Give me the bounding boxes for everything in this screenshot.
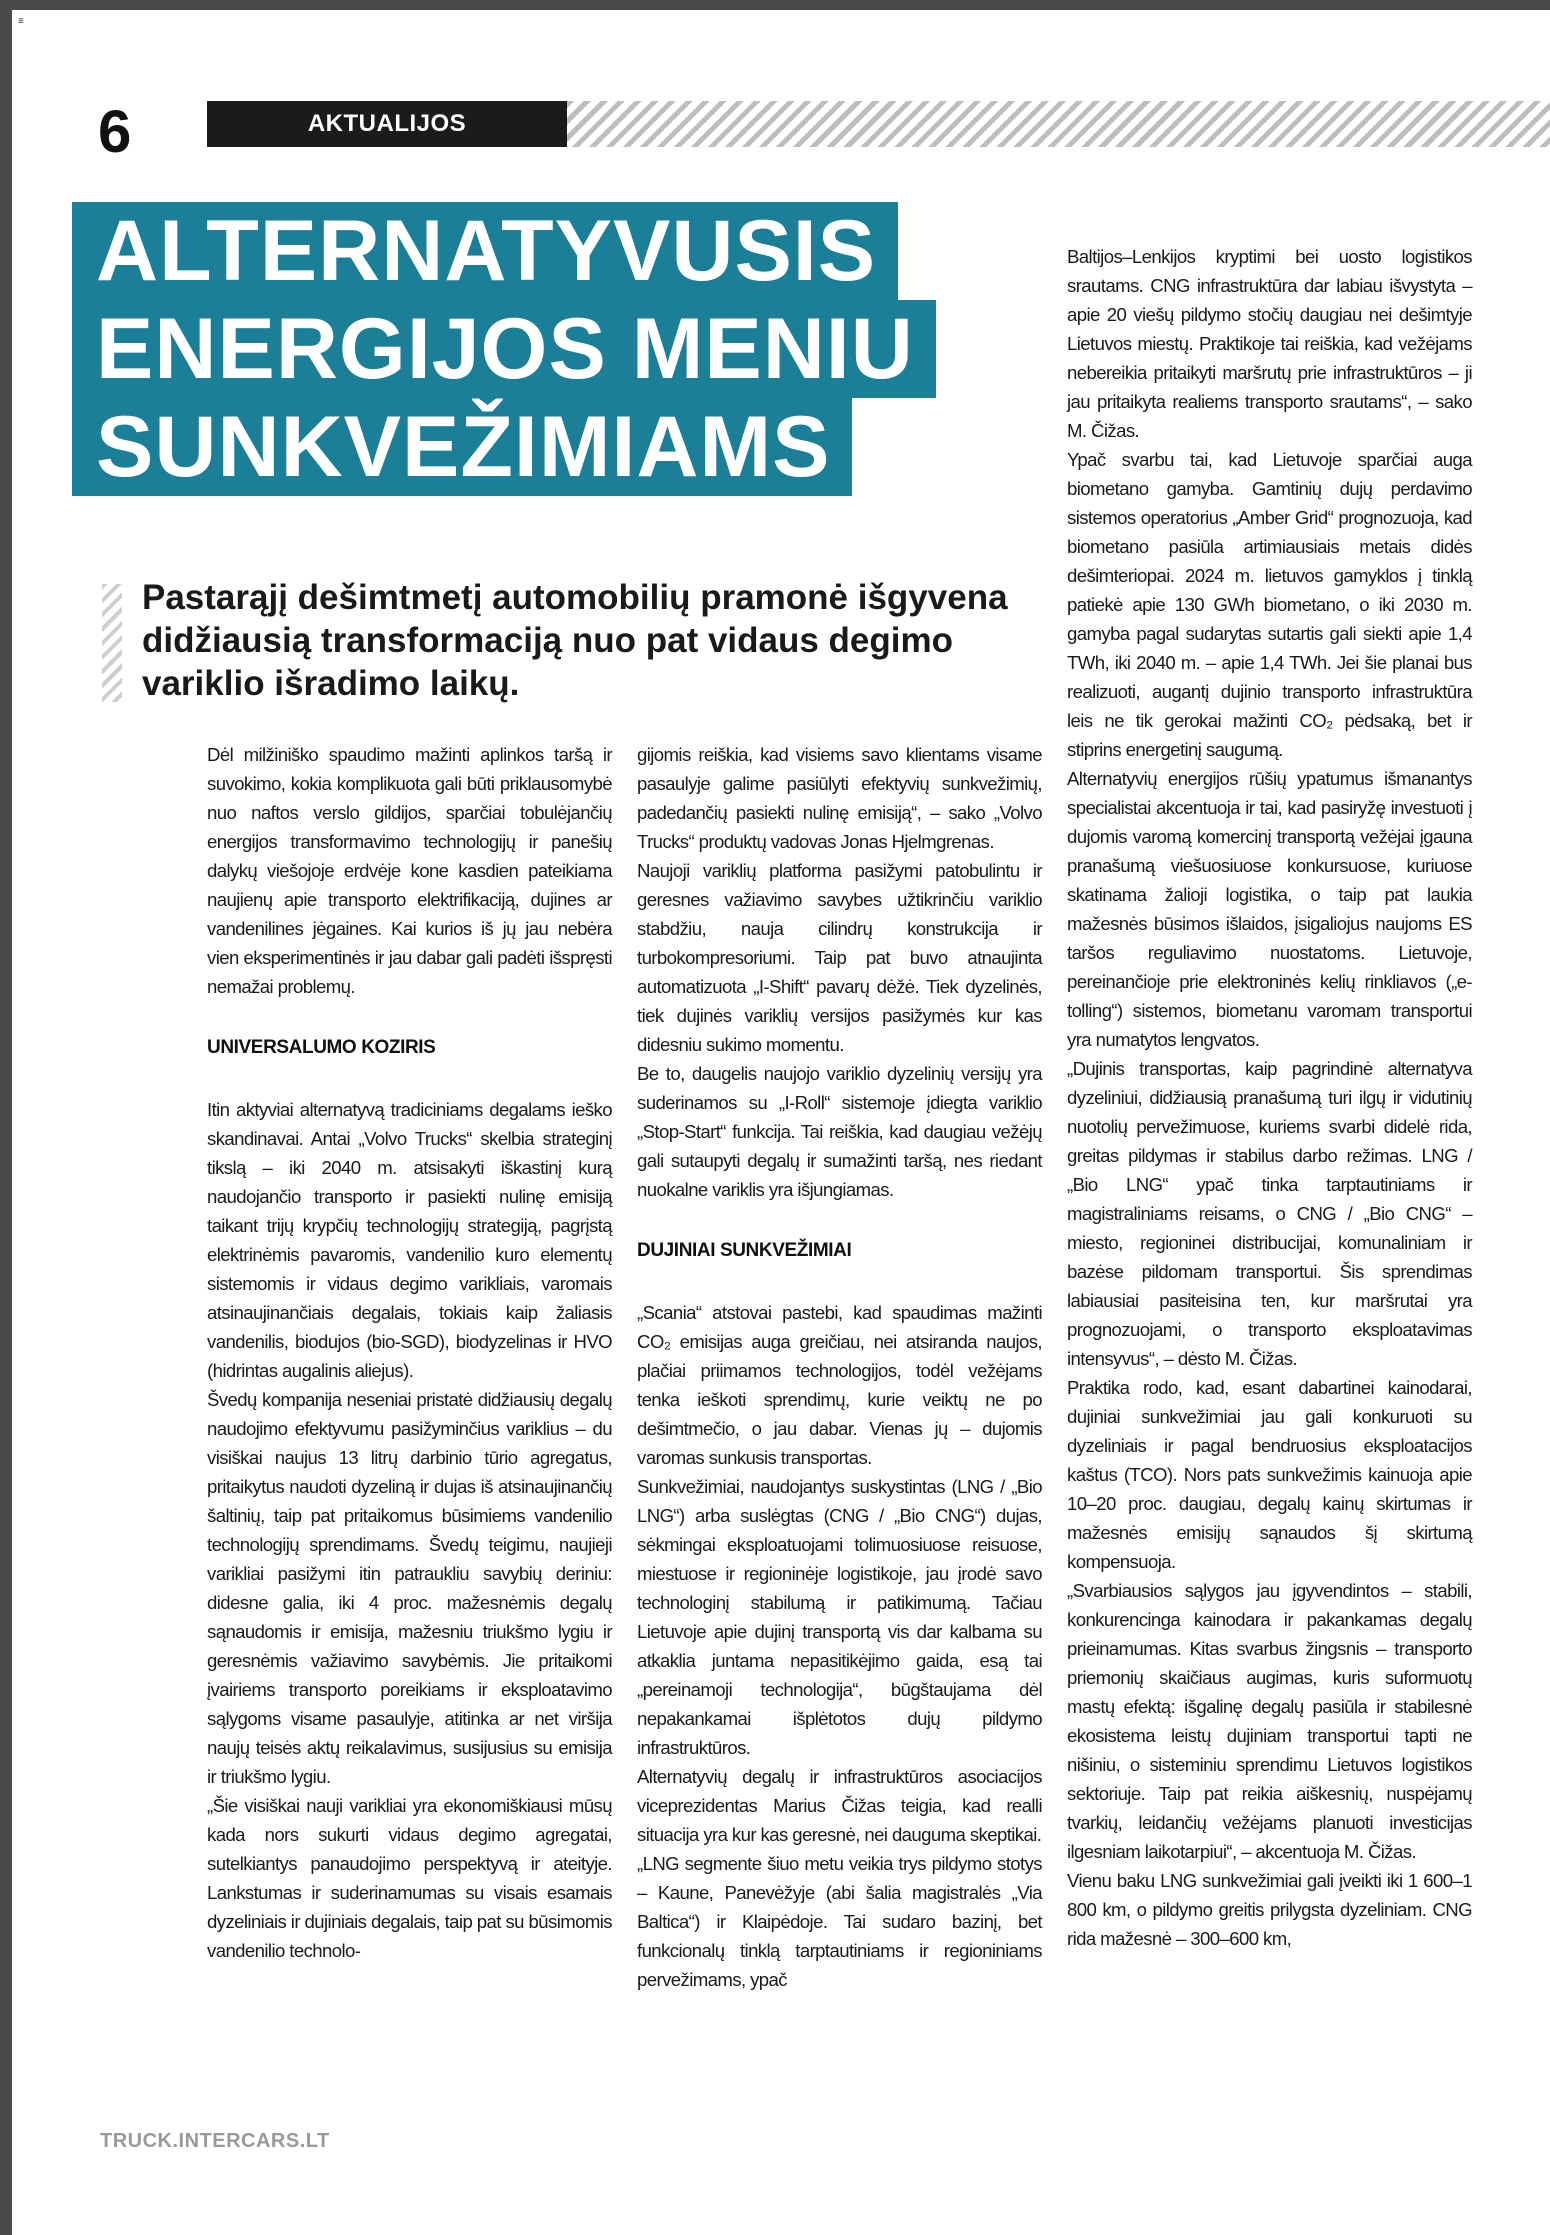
paragraph: Sunkvežimiai, naudojantys suskystintas (LNG / „Bio LNG“) arba suslėgtas (CNG / „Bio CNG“) dujas, sėkmingai eksploatuojami tolimuosiuose reisuose, miestuose ir regioninėje logistikoje, jau įrodė savo technologinį stabilumą ir patikimumą. Tačiau Lietuvoje apie dujinį transportą vis dar kalbama su atkaklia juntama nepasitikėjimo gaida, esą tai „pereinamoji technologija“, būgštaujama dėl nepakankamai išplėtotos dujų pildymo infrastruktūros.	[637, 1476, 1042, 1758]
hatch-decoration	[567, 101, 1550, 147]
magazine-page	[12, 10, 1550, 2235]
section-label: AKTUALIJOS	[207, 101, 567, 147]
paragraph: Dėl milžiniško spaudimo mažinti aplinkos taršą ir suvokimo, kokia komplikuota gali būti priklausomybė nuo naftos verslo gildijos, sparčiai tobulėjančių energijos transformavimo technologijų ir panešių dalykų viešojoje erdvėje kone kasdien pateikiama naujienų apie transporto elektrifikaciją, dujines ar vandenilines jėgaines. Kai kurios iš jų jau nebėra vien eksperimentinės ir jau dabar gali padėti išspręsti nemažai problemų.	[207, 744, 612, 997]
paragraph: „Dujinis transportas, kaip pagrindinė alternatyva dyzeliniui, didžiausią pranašumą turi ilgų ir vidutinių nuotolių pervežimuose, kuriems svarbi didelė rida, greitas pildymas ir stabilus darbo režimas. LNG / „Bio LNG“ ypač tinka tarptautiniams ir magistraliniams reisams, o CNG / „Bio CNG“ – miesto, regioninei distribucijai, komunaliniam ir bazėse pildomam transportui. Šis sprendimas labiausiai pasiteisina ten, kur maršrutai yra prognozuojami, o transporto eksploatavimas intensyvus“, – dėsto M. Čižas.	[1067, 1058, 1472, 1369]
title-line: ALTERNATYVUSIS	[72, 202, 898, 300]
paragraph: Be to, daugelis naujojo variklio dyzelinių versijų yra suderinamos su „I-Roll“ sistemoje įdiegta variklio „Stop-Start“ funkcija. Tai reiškia, kad daugiau vežėjų gali sutaupyti degalų ir sumažinti taršą, nes riedant nuokalne variklis yra išjungiamas.	[637, 1063, 1042, 1200]
article-column-1	[207, 740, 612, 1965]
subheading: UNIVERSALUMO KOZIRIS	[207, 1037, 436, 1058]
paragraph: Ypač svarbu tai, kad Lietuvoje sparčiai auga biometano gamyba. Gamtinių dujų perdavimo sistemos operatorius „Amber Grid“ prognozuoja, kad biometano pasiūla artimiausiais metais didės dešimteriopai. 2024 m. lietuvos gamyklos į tinklą patiekė apie 130 GWh biometano, o iki 2030 m. gamyba pagal sudarytas sutartis gali siekti apie 1,4 TWh, iki 2040 m. – apie 1,4 TWh. Jei šie planai bus realizuoti, augantį dujinio transporto infrastruktūra leis ne tik gerokai mažinti CO₂ pėdsaką, bet ir stiprins energetinį saugumą.	[1067, 449, 1472, 760]
paragraph: Alternatyvių degalų ir infrastruktūros asociacijos viceprezidentas Marius Čižas teigia, kad realli situacija yra kur kas geresnė, nei dauguma skeptikai.	[637, 1766, 1042, 1845]
paragraph: Vienu baku LNG sunkvežimiai gali įveikti iki 1 600–1 800 km, o pildymo greitis prilygsta dyzeliniam. CNG rida mažesnė – 300–600 km,	[1067, 1870, 1472, 1949]
page-number: 6	[98, 98, 132, 165]
paragraph: gijomis reiškia, kad visiems savo klientams visame pasaulyje galime pasiūlyti efektyvių sunkvežimių, padedančių pasiekti nulinę emisiją“, – sako „Volvo Trucks“ produktų vadovas Jonas Hjelmgrenas.	[637, 744, 1042, 852]
paragraph: „Šie visiškai nauji varikliai yra ekonomiškiausi mūsų kada nors sukurti vidaus degimo agregatai, sutelkiantys panaudojimo perspektyvą ir ateityje. Lankstumas ir suderinamumas su visais esamais dyzeliniais ir dujiniais degalais, taip pat su būsimomis vandenilio technolo-	[207, 1795, 612, 1961]
paragraph: Alternatyvių energijos rūšių ypatumus išmanantys specialistai akcentuoja ir tai, kad pasiryžę investuoti į dujomis varomą komercinį transportą vežėjai įgauna pranašumą viešuosiuose konkursuose, kuriuose skatinama žalioji logistika, o taip pat laukia mažesnės būsimos išlaidos, įsigaliojus naujoms ES taršos reguliavimo nuostatoms. Lietuvoje, pereinančioje prie elektroninės kelių rinkliavos („e-tolling“) sistemos, biometanu varomam transportui yra numatytos lengvatos.	[1067, 768, 1472, 1050]
paragraph: Itin aktyviai alternatyvą tradiciniams degalams ieško skandinavai. Antai „Volvo Trucks“ skelbia strateginį tikslą – iki 2040 m. atsisakyti iškastinį kurą naudojančio transporto ir pasiekti nulinę emisiją taikant trijų krypčių technologijų strategiją, pagrįstą elektrinėmis pavaromis, vandenilio kuro elementų sistemomis ir vidaus degimo varikliais, varomais atsinaujinančiais degalais, tokiais kaip žaliasis vandenilis, biodujos (bio-SGD), biodyzelinas ir HVO (hidrintas augalinis aliejus).	[207, 1099, 612, 1381]
article-column-3	[1067, 242, 1472, 1953]
lead-decoration	[102, 584, 122, 702]
article-title	[72, 202, 936, 496]
menu-icon: ≡	[18, 16, 24, 27]
footer-website: TRUCK.INTERCARS.LT	[100, 2130, 330, 2152]
paragraph: Naujoji variklių platforma pasižymi patobulintu ir geresnes važiavimo savybes užtikrinčiu variklio stabdžiu, nauja cilindrų konstrukcija ir turbokompresoriumi. Taip pat buvo atnaujinta automatizuota „I-Shift“ pavarų dėžė. Tiek dyzelinės, tiek dujinės variklių versijos pasižymės kur kas didesniu sukimo momentu.	[637, 860, 1042, 1055]
paragraph: Švedų kompanija neseniai pristatė didžiausių degalų naudojimo efektyvumu pasižyminčius variklius – du visiškai naujus 13 litrų darbinio tūrio agregatus, pritaikytus naudoti dyzeliną ir dujas iš atsinaujinančių šaltinių, taip pat pritaikomus būsimiems vandenilio technologijų sprendimams. Švedų teigimu, naujieji varikliai pasižymi itin patraukliu savybių deriniu: didesne galia, iki 4 proc. mažesnėmis degalų sąnaudomis ir emisija, mažesniu triukšmo lygiu ir geresnėmis važiavimo savybėmis. Jie pritaikomi įvairiems transporto poreikiams ir eksploatavimo sąlygoms visame pasaulyje, atitinka ar net viršija naujų teisės aktų reikalavimus, susijusius su emisija ir triukšmo lygiu.	[207, 1389, 612, 1787]
article-column-2	[637, 740, 1042, 1994]
title-line: ENERGIJOS MENIU	[72, 300, 936, 398]
paragraph: Baltijos–Lenkijos kryptimi bei uosto logistikos srautams. CNG infrastruktūra dar labiau išvystyta – apie 20 viešų pildymo stočių daugiau nei dešimtyje Lietuvos miestų. Praktikoje tai reiškia, kad vežėjams nebereikia pritaikyti maršrutų prie infrastruktūros – ji jau pritaikyta realiems transporto srautams“, – sako M. Čižas.	[1067, 246, 1472, 441]
paragraph: „Scania“ atstovai pastebi, kad spaudimas mažinti CO₂ emisijas auga greičiau, nei atsiranda naujos, plačiai priimamos technologijos, todėl vežėjams tenka ieškoti sprendimų, kurie veiktų ne po dešimtmečio, o jau dabar. Vienas jų – dujomis varomas sunkusis transportas.	[637, 1302, 1042, 1468]
paragraph: „LNG segmente šiuo metu veikia trys pildymo stotys – Kaune, Panevėžyje (abi šalia magistralės „Via Baltica“) ir Klaipėdoje. Tai sudaro bazinį, bet funkcionalų tinklą tarptautiniams ir regioniniams pervežimams, ypač	[637, 1853, 1042, 1990]
subheading: DUJINIAI SUNKVEŽIMIAI	[637, 1240, 852, 1261]
paragraph: „Svarbiausios sąlygos jau įgyvendintos – stabili, konkurencinga kainodara ir pakankamas degalų prieinamumas. Kitas svarbus žingsnis – transporto priemonių skaičiaus augimas, kuris suformuotų mastų efektą: išgalinę degalų pasiūla ir stabilesnė ekosistema leistų dujiniam transportui tapti ne nišiniu, o sisteminiu sprendimu Lietuvos logistikos sektoriuje. Taip pat reikia aiškesnių, nuspėjamų tvarkių, leidančių vežėjams planuoti investicijas ilgesniam laikotarpiui“, – akcentuoja M. Čižas.	[1067, 1580, 1472, 1862]
article-lead: Pastarąjį dešimtmetį automobilių pramonė išgyvena didžiausią transformaciją nuo pat vidaus degimo variklio išradimo laikų.	[142, 578, 1008, 703]
paragraph: Praktika rodo, kad, esant dabartinei kainodarai, dujiniai sunkvežimiai jau gali konkuruoti su dyzeliniais ir pagal bendruosius eksploatacijos kaštus (TCO). Nors pats sunkvežimis kainuoja apie 10–20 proc. daugiau, degalų kainų skirtumas ir mažesnės emisijų sąnaudos šį skirtumą kompensuoja.	[1067, 1377, 1472, 1572]
title-line: SUNKVEŽIMIAMS	[72, 398, 852, 496]
